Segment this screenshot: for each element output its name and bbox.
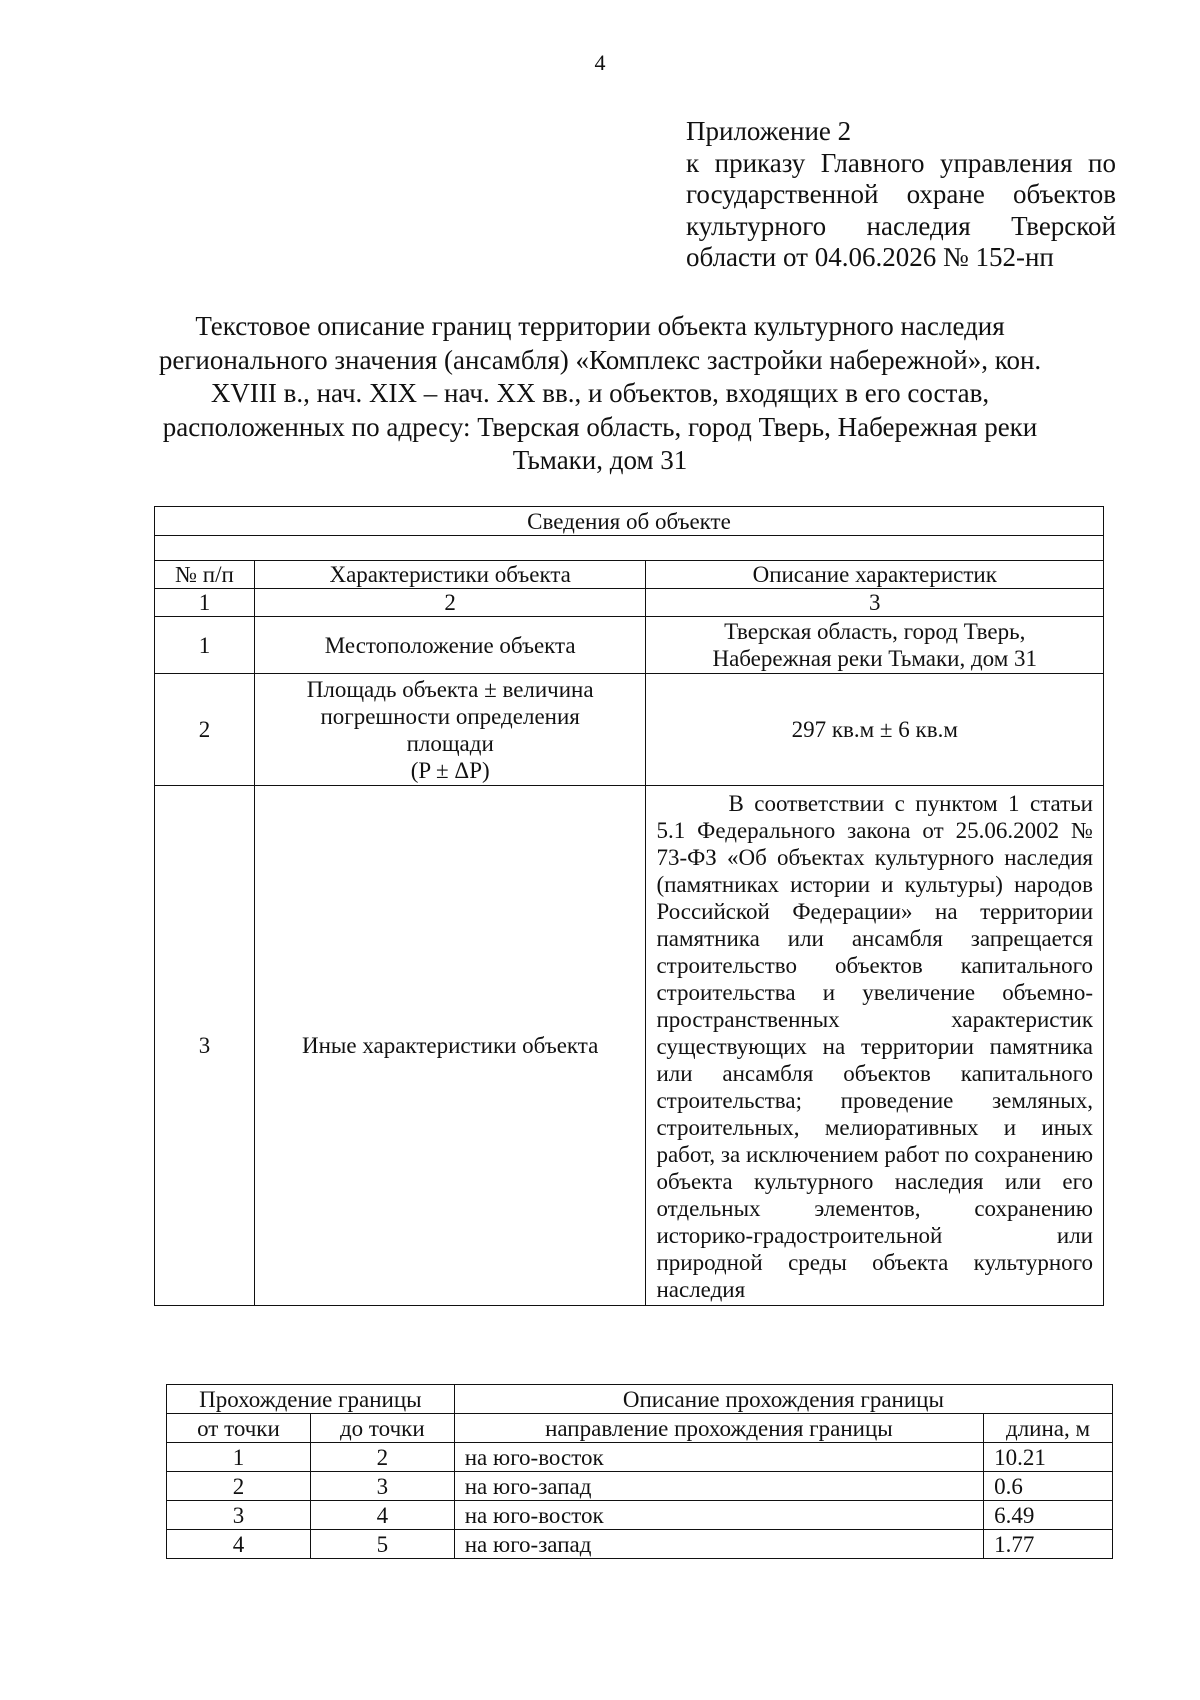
characteristic-line: Площадь объекта ± величина bbox=[306, 676, 594, 702]
row-characteristic bbox=[254, 674, 646, 786]
description-line: Набережная реки Тьмаки, дом 31 bbox=[712, 646, 1038, 671]
to-point: 4 bbox=[310, 1501, 454, 1530]
row-description: 297 кв.м ± 6 кв.м bbox=[646, 674, 1104, 786]
from-point: 4 bbox=[167, 1530, 311, 1559]
group-header-row bbox=[167, 1385, 1113, 1414]
empty-cell bbox=[155, 536, 1104, 561]
row-characteristic: Местоположение объекта bbox=[254, 617, 646, 674]
table-row bbox=[155, 674, 1104, 786]
direction: на юго-запад bbox=[454, 1472, 983, 1501]
length: 1.77 bbox=[984, 1530, 1113, 1559]
column-number-row bbox=[155, 589, 1104, 617]
table-row bbox=[167, 1443, 1113, 1472]
page-number: 4 bbox=[594, 50, 606, 75]
row-description: В соответствии с пунктом 1 статьи 5.1 Федерального закона от 25.06.2002 № 73-ФЗ «Об объектах культурного наследия (памятниках истории и культуры) народов Российской Федерации» на территории памятника или ансамбля запрещается строительство объектов капитального строительства и увеличение объемно-пространственных характеристик существующих на территории памятника или ансамбля объектов капитального строительства; проведение земляных, строительных, мелиоративных и иных работ, за исключением работ по сохранению объекта культурного наследия или его отдельных элементов, сохранению историко-градостроительной или природной среды объекта культурного наследия bbox=[646, 786, 1104, 1306]
table-header: Сведения об объекте bbox=[155, 507, 1104, 536]
column-header-row bbox=[167, 1414, 1113, 1443]
appendix-line-3: государственной охране объектов bbox=[686, 179, 1116, 209]
column-header-row bbox=[155, 561, 1104, 589]
column-header-direction: направление прохождения границы bbox=[454, 1414, 983, 1443]
group-header-passage: Прохождение границы bbox=[167, 1385, 455, 1414]
appendix-line-2: к приказу Главного управления по bbox=[686, 147, 1116, 178]
characteristic-line: погрешности определения bbox=[320, 703, 580, 729]
column-number-1: 1 bbox=[155, 589, 255, 617]
title-line-1: Текстовое описание границ территории объекта культурного наследия bbox=[195, 311, 1005, 341]
table-row bbox=[155, 617, 1104, 674]
row-description bbox=[646, 617, 1104, 674]
to-point: 3 bbox=[310, 1472, 454, 1501]
from-point: 2 bbox=[167, 1472, 311, 1501]
object-info-table bbox=[154, 506, 1104, 1306]
direction: на юго-восток bbox=[454, 1501, 983, 1530]
row-num: 1 bbox=[155, 617, 255, 674]
appendix-line-1: Приложение 2 bbox=[686, 116, 852, 146]
table-row bbox=[167, 1472, 1113, 1501]
table-row bbox=[155, 786, 1104, 1306]
row-characteristic: Иные характеристики объекта bbox=[254, 786, 646, 1306]
column-number-2: 2 bbox=[254, 589, 646, 617]
length: 6.49 bbox=[984, 1501, 1113, 1530]
document-title bbox=[150, 310, 1050, 478]
group-header-description: Описание прохождения границы bbox=[454, 1385, 1112, 1414]
column-header-description: Описание характеристик bbox=[646, 561, 1104, 589]
table-row bbox=[167, 1530, 1113, 1559]
description-line: Тверская область, город Тверь, bbox=[724, 619, 1026, 644]
to-point: 5 bbox=[310, 1530, 454, 1559]
table-row bbox=[167, 1501, 1113, 1530]
title-line-3: XVIII в., нач. XIX – нач. XX вв., и объектов, входящих в его состав, bbox=[210, 378, 990, 408]
length: 0.6 bbox=[984, 1472, 1113, 1501]
to-point: 2 bbox=[310, 1443, 454, 1472]
length: 10.21 bbox=[984, 1443, 1113, 1472]
appendix-line-4: культурного наследия Тверской bbox=[686, 210, 1116, 241]
appendix-block bbox=[686, 116, 1116, 274]
column-header-from: от точки bbox=[167, 1414, 311, 1443]
table-header-row bbox=[155, 507, 1104, 536]
column-header-num: № п/п bbox=[155, 561, 255, 589]
appendix-line-5: области от 04.06.2026 № 152-нп bbox=[686, 242, 1054, 272]
characteristic-line: (P ± ΔP) bbox=[410, 757, 490, 783]
row-num: 3 bbox=[155, 786, 255, 1306]
direction: на юго-запад bbox=[454, 1530, 983, 1559]
row-num: 2 bbox=[155, 674, 255, 786]
from-point: 1 bbox=[167, 1443, 311, 1472]
column-header-length: длина, м bbox=[984, 1414, 1113, 1443]
column-number-3: 3 bbox=[646, 589, 1104, 617]
title-line-2: регионального значения (ансамбля) «Комплекс застройки набережной», кон. bbox=[158, 344, 1042, 375]
title-line-4: расположенных по адресу: Тверская область, город Тверь, Набережная реки bbox=[162, 411, 1038, 442]
title-line-5: Тьмаки, дом 31 bbox=[512, 445, 688, 475]
column-header-to: до точки bbox=[310, 1414, 454, 1443]
boundary-table bbox=[166, 1384, 1113, 1559]
column-header-characteristic: Характеристики объекта bbox=[254, 561, 646, 589]
empty-row bbox=[155, 536, 1104, 561]
from-point: 3 bbox=[167, 1501, 311, 1530]
direction: на юго-восток bbox=[454, 1443, 983, 1472]
characteristic-line: площади bbox=[406, 730, 494, 756]
